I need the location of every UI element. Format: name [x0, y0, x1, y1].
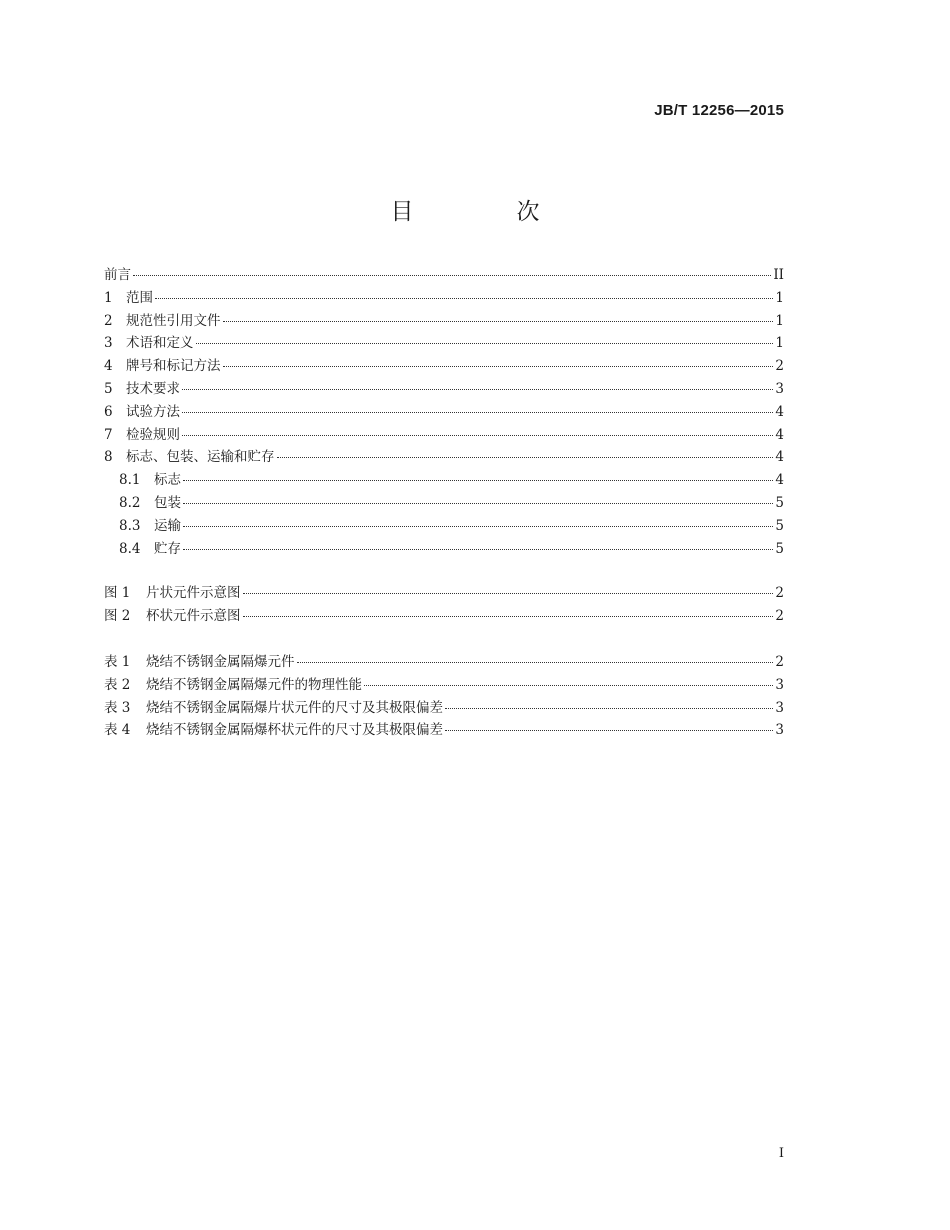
dot-leader: [223, 319, 774, 322]
toc-entry-grades[interactable]: [104, 355, 784, 378]
toc-entry-transport[interactable]: [104, 515, 784, 538]
toc-entry-label: 技术要求: [126, 380, 180, 397]
figure-label: 片状元件示意图: [146, 585, 241, 601]
figure-page: 2: [775, 585, 784, 601]
dot-leader: [183, 524, 773, 527]
table-page: 3: [775, 722, 784, 739]
toc-entry-label: 牌号和标记方法: [126, 358, 221, 375]
dot-leader: [223, 364, 774, 367]
dot-leader: [133, 273, 771, 276]
toc-entry-number: 8.4: [119, 540, 141, 557]
toc-entry-number: 3: [104, 335, 113, 352]
toc-entry-page: 2: [775, 358, 784, 375]
toc-entry-label: 术语和定义: [126, 335, 194, 352]
dot-leader: [183, 501, 773, 504]
toc-entry-test-methods[interactable]: [104, 401, 784, 424]
toc-entry-label: 标志、包装、运输和贮存: [126, 449, 275, 466]
figure-page: 2: [775, 607, 784, 624]
toc-entry-label: 运输: [154, 517, 181, 534]
toc-entry-number: 8.3: [119, 517, 141, 534]
toc-entry-requirements[interactable]: [104, 378, 784, 401]
toc-entry-page: 5: [775, 517, 784, 534]
toc-entry-number: 8.1: [119, 472, 141, 489]
toc-entry-storage[interactable]: [104, 538, 784, 561]
toc-entry-label: 前言: [104, 267, 131, 283]
table-label: 烧结不锈钢金属隔爆片状元件的尺寸及其极限偏差: [146, 699, 443, 716]
dot-leader: [196, 341, 774, 344]
dot-leader: [182, 387, 773, 390]
page-title: 目 次: [390, 199, 580, 225]
dot-leader: [183, 547, 773, 550]
table-number: 表 3: [104, 699, 131, 716]
table-label: 烧结不锈钢金属隔爆元件: [146, 654, 295, 670]
toc-entry-foreword[interactable]: [104, 264, 784, 287]
dot-leader: [445, 706, 773, 709]
toc-entry-page: 4: [775, 426, 784, 443]
dot-leader: [182, 433, 773, 436]
toc-table-list: [104, 651, 784, 742]
toc-entry-label: 标志: [154, 472, 181, 489]
toc-figure-2[interactable]: [104, 605, 784, 628]
table-page: 3: [775, 676, 784, 693]
toc-entry-page: 5: [775, 540, 784, 557]
dot-leader: [243, 614, 774, 617]
figure-label: 杯状元件示意图: [146, 607, 241, 624]
table-page: 3: [775, 699, 784, 716]
toc-entry-page: 5: [775, 494, 784, 511]
figure-number: 图 2: [104, 607, 131, 624]
dot-leader: [243, 591, 774, 594]
figure-number: 图 1: [104, 585, 131, 601]
toc-figure-list: [104, 582, 784, 628]
toc-entry-label: 检验规则: [126, 426, 180, 443]
toc-entry-label: 试验方法: [126, 403, 180, 420]
table-label: 烧结不锈钢金属隔爆元件的物理性能: [146, 676, 362, 693]
table-number: 表 2: [104, 676, 131, 693]
toc-entry-scope[interactable]: [104, 287, 784, 310]
toc-entry-number: 1: [104, 289, 113, 306]
toc-figure-1[interactable]: [104, 582, 784, 605]
dot-leader: [182, 410, 773, 413]
table-page: 2: [775, 654, 784, 670]
table-number: 表 1: [104, 654, 131, 670]
toc-entry-terms[interactable]: [104, 332, 784, 355]
toc-entry-page: 1: [775, 289, 784, 306]
toc-entry-page: 3: [775, 380, 784, 397]
table-label: 烧结不锈钢金属隔爆杯状元件的尺寸及其极限偏差: [146, 722, 443, 739]
toc-entry-number: 4: [104, 358, 113, 375]
page-number: I: [778, 1146, 784, 1161]
dot-leader: [297, 660, 774, 663]
standard-code: JB/T 12256—2015: [654, 102, 784, 119]
toc-entry-page: 4: [775, 403, 784, 420]
toc-entry-marking-packaging[interactable]: [104, 446, 784, 469]
toc-entry-label: 范围: [126, 289, 153, 306]
toc-table-4[interactable]: [104, 719, 784, 742]
toc-entry-page: 1: [775, 312, 784, 329]
toc-entry-label: 包装: [154, 494, 181, 511]
table-number: 表 4: [104, 722, 131, 739]
dot-leader: [364, 683, 773, 686]
toc-entry-label: 规范性引用文件: [126, 312, 221, 329]
toc-table-3[interactable]: [104, 697, 784, 720]
toc-entry-page: II: [773, 267, 784, 283]
toc-entry-inspection[interactable]: [104, 424, 784, 447]
toc-table-1[interactable]: [104, 651, 784, 674]
toc-entry-number: 8: [104, 449, 113, 466]
toc-entry-number: 5: [104, 380, 113, 397]
toc-entry-packaging[interactable]: [104, 492, 784, 515]
toc-entry-number: 7: [104, 426, 113, 443]
toc-entry-page: 1: [775, 335, 784, 352]
toc-entry-label: 贮存: [154, 540, 181, 557]
dot-leader: [445, 728, 773, 731]
dot-leader: [183, 478, 773, 481]
toc-entry-normative-references[interactable]: [104, 310, 784, 333]
toc-entry-number: 6: [104, 403, 113, 420]
toc-entry-page: 4: [775, 472, 784, 489]
toc-entry-marking[interactable]: [104, 469, 784, 492]
toc-table-2[interactable]: [104, 674, 784, 697]
toc-entry-number: 2: [104, 312, 113, 329]
toc-main-list: [104, 264, 784, 560]
dot-leader: [277, 455, 774, 458]
dot-leader: [155, 296, 773, 299]
toc-entry-number: 8.2: [119, 494, 141, 511]
toc-entry-page: 4: [775, 449, 784, 466]
